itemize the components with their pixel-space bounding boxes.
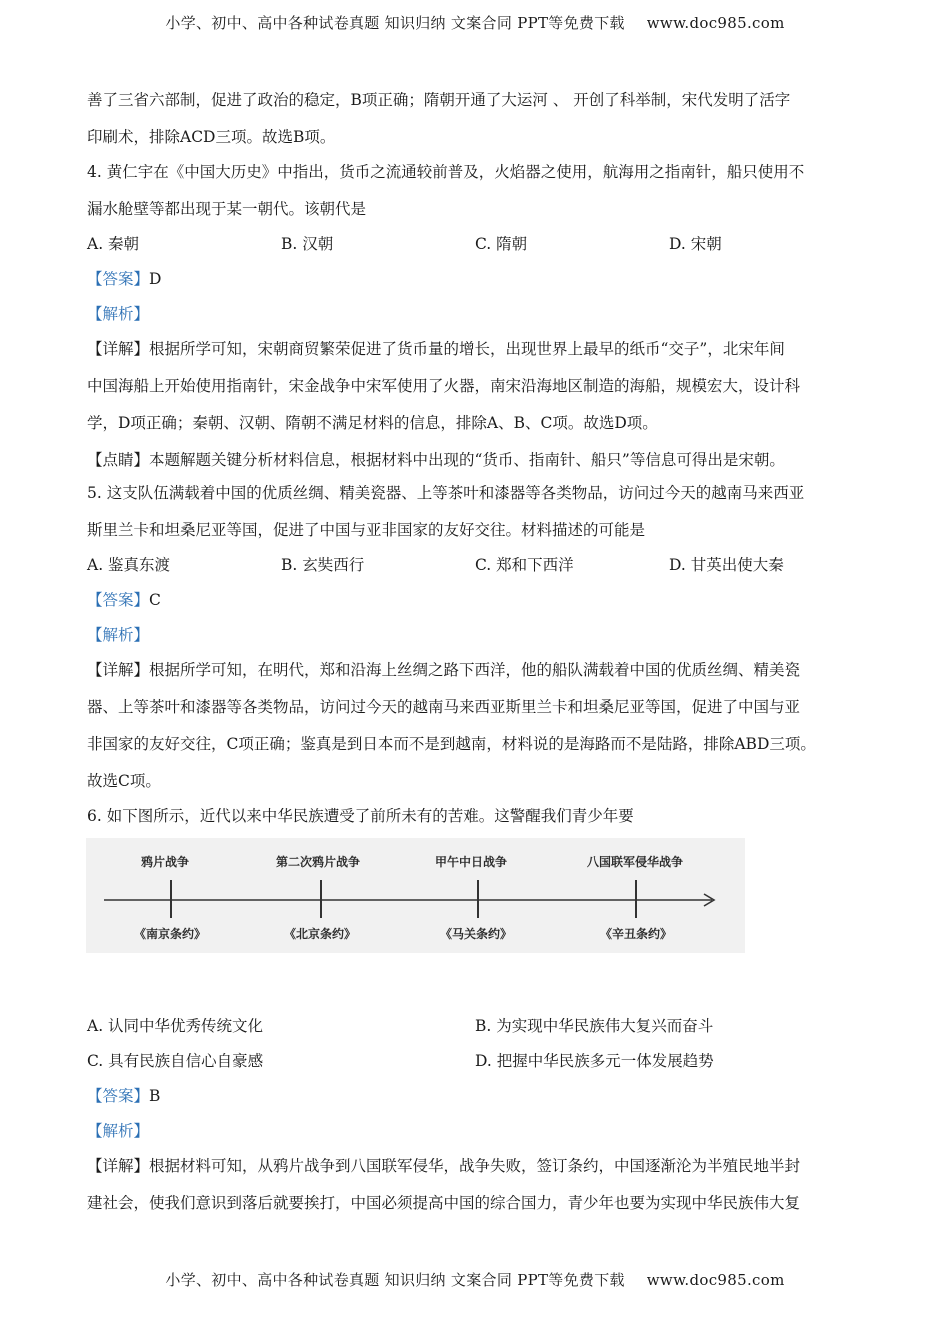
q4-answer-value: D [149, 270, 162, 288]
q5-detail-line-3: 非国家的友好交往，C项正确；鉴真是到日本而不是到越南，材料说的是海路而不是陆路，排除ABD三项。 [87, 735, 816, 753]
q5-answer [87, 590, 161, 610]
q4-option-a: A. 秦朝 [87, 235, 140, 253]
header-text: 小学、初中、高中各种试卷真题 知识归纳 文案合同 PPT等免费下载 [165, 14, 625, 32]
intro-line-1: 善了三省六部制，促进了政治的稳定，B项正确；隋朝开通了大运河 、 开创了科举制，宋代发明了活字 [87, 91, 791, 109]
timeline-treaty-2: 《北京条约》 [284, 927, 357, 941]
q6-option-a: A. 认同中华优秀传统文化 [87, 1017, 264, 1035]
q5-option-a: A. 鉴真东渡 [87, 556, 171, 574]
q5-stem-line-1: 5. 这支队伍满载着中国的优质丝绸、精美瓷器、上等茶叶和漆器等各类物品，访问过今天的越南马来西亚 [87, 484, 805, 502]
q4-detail-line-1: 【详解】根据所学可知，宋朝商贸繁荣促进了货币量的增长，出现世界上最早的纸币“交子”，北宋年间 [87, 340, 785, 358]
intro-line-2: 印刷术，排除ACD三项。故选B项。 [87, 128, 336, 146]
q5-answer-label: 【答案】 [87, 591, 150, 609]
q6-option-d: D. 把握中华民族多元一体发展趋势 [475, 1052, 714, 1070]
q5-analysis-label: 【解析】 [87, 626, 150, 644]
timeline-svg [86, 838, 745, 953]
q6-answer [87, 1086, 160, 1106]
header-site: www.doc985.com [646, 14, 785, 32]
q5-option-b: B. 玄奘西行 [281, 556, 365, 574]
timeline-treaty-3: 《马关条约》 [440, 927, 513, 941]
q6-detail-line-1: 【详解】根据材料可知，从鸦片战争到八国联军侵华，战争失败，签订条约，中国逐渐沦为半殖民地半封 [87, 1157, 801, 1175]
q5-stem-line-2: 斯里兰卡和坦桑尼亚等国，促进了中国与亚非国家的友好交往。材料描述的可能是 [87, 521, 646, 539]
footer-text: 小学、初中、高中各种试卷真题 知识归纳 文案合同 PPT等免费下载 [165, 1271, 625, 1289]
q5-option-d: D. 甘英出使大秦 [669, 556, 784, 574]
q4-detail-line-2: 中国海船上开始使用指南针，宋金战争中宋军使用了火器，南宋沿海地区制造的海船，规模宏大，设计科 [87, 377, 801, 395]
q6-detail-line-2: 建社会，使我们意识到落后就要挨打，中国必须提高中国的综合国力，青少年也要为实现中华民族伟大复 [87, 1194, 801, 1212]
timeline-treaty-1: 《南京条约》 [134, 927, 207, 941]
timeline-treaty-4: 《辛丑条约》 [600, 927, 673, 941]
q6-answer-value: B [149, 1087, 161, 1105]
q5-detail-line-1: 【详解】根据所学可知，在明代，郑和沿海上丝绸之路下西洋，他的船队满载着中国的优质丝绸、精美瓷 [87, 661, 801, 679]
q5-answer-value: C [149, 591, 161, 609]
q6-answer-label: 【答案】 [87, 1087, 150, 1105]
q4-answer [87, 269, 161, 289]
timeline-figure [86, 838, 745, 953]
timeline-event-2: 第二次鸦片战争 [276, 855, 361, 869]
q4-detail-line-3: 学，D项正确；秦朝、汉朝、隋朝不满足材料的信息，排除A、B、C项。故选D项。 [87, 414, 658, 432]
q6-analysis-label: 【解析】 [87, 1122, 150, 1140]
timeline-event-4: 八国联军侵华战争 [587, 855, 684, 869]
page-header [0, 12, 950, 33]
timeline-event-3: 甲午中日战争 [435, 855, 508, 869]
timeline-event-1: 鸦片战争 [141, 855, 190, 869]
q4-stem-line-1: 4. 黄仁宇在《中国大历史》中指出，货币之流通较前普及，火焰器之使用，航海用之指南针，船只使用不 [87, 163, 805, 181]
q4-answer-label: 【答案】 [87, 270, 150, 288]
q6-option-b: B. 为实现中华民族伟大复兴而奋斗 [475, 1017, 714, 1035]
q4-option-c: C. 隋朝 [475, 235, 528, 253]
q5-detail-line-4: 故选C项。 [87, 772, 161, 790]
q4-tip: 【点睛】本题解题关键分析材料信息，根据材料中出现的“货币、指南针、船只”等信息可得出是宋朝。 [87, 451, 785, 469]
q5-detail-line-2: 器、上等茶叶和漆器等各类物品，访问过今天的越南马来西亚斯里兰卡和坦桑尼亚等国，促进了中国与亚 [87, 698, 801, 716]
page-footer [0, 1269, 950, 1290]
q4-analysis-label: 【解析】 [87, 305, 150, 323]
q4-option-b: B. 汉朝 [281, 235, 334, 253]
q4-option-d: D. 宋朝 [669, 235, 722, 253]
q4-stem-line-2: 漏水舱壁等都出现于某一朝代。该朝代是 [87, 200, 367, 218]
q6-stem: 6. 如下图所示，近代以来中华民族遭受了前所未有的苦难。这警醒我们青少年要 [87, 807, 634, 825]
q5-option-c: C. 郑和下西洋 [475, 556, 574, 574]
footer-site: www.doc985.com [646, 1271, 785, 1289]
q6-option-c: C. 具有民族自信心自豪感 [87, 1052, 264, 1070]
